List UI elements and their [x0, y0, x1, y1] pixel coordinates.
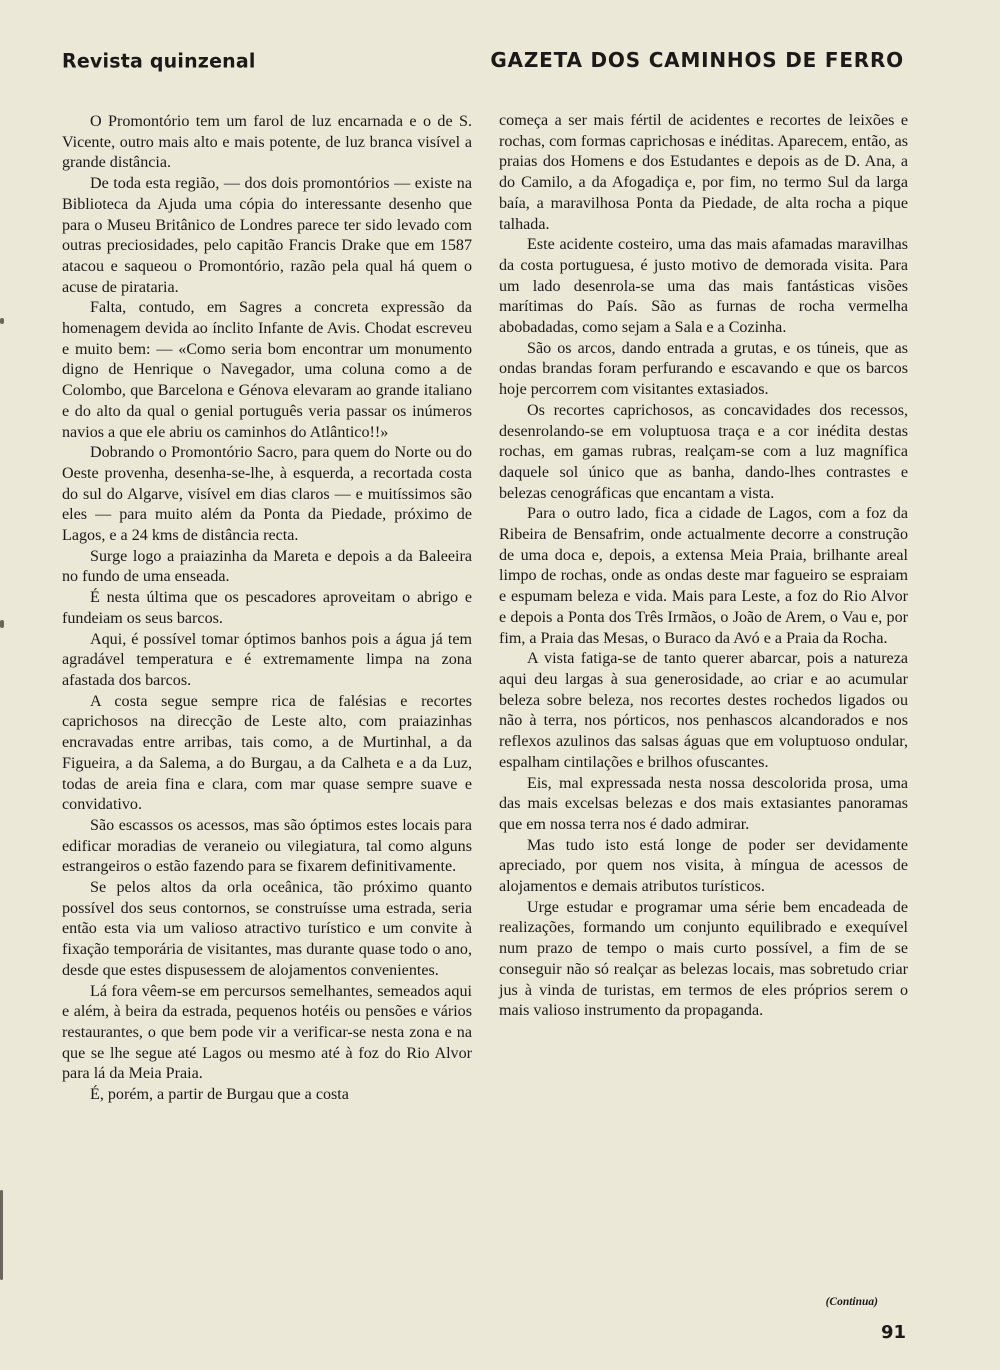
paragraph: Aqui, é possível tomar óptimos banhos pois a água já tem agradável temperatura e é extremamente limpa na zona afastada dos barcos.: [62, 630, 472, 689]
binding-mark: [0, 620, 4, 628]
paragraph: Eis, mal expressada nesta nossa descolorida prosa, uma das mais excelsas belezas e dos mais extasiantes panoramas que em nossa terra nos é dado admirar.: [499, 774, 908, 833]
paragraph: De toda esta região, — dos dois promontórios — existe na Biblioteca da Ajuda uma cópia do interessante desenho que para o Museu Britânico de Londres parece ter sido levado com outras preciosidades, pelo capitão Francis Drake que em 1587 atacou e saqueou o Promontório, razão pela qual há quem o acuse de pirataria.: [62, 175, 472, 296]
paragraph: Os recortes caprichosos, as concavidades dos recessos, desenrolando-se em voluptuosa traça e a cor inédita destas rochas, em gamas rubras, realçam-se com a luz magnífica daquele sol único que as banha, dando-lhes contrastes e belezas cenográficas que encantam a vista.: [499, 401, 908, 502]
paragraph: A vista fatiga-se de tanto querer abarcar, pois a natureza aqui deu largas à sua generosidade, ao criar e ao acumular beleza sobre beleza, nos recortes destes rochedos ligados ou não à terra, nos pórticos, nos penhascos alcandorados e nos reflexos azulinos das salsas águas que em voluptuoso ondular, espalham cintilações e brilhos ofuscantes.: [499, 650, 908, 771]
paragraph: Falta, contudo, em Sagres a concreta expressão da homenagem devida ao ínclito Infante de Avis. Chodat escreveu e muito bem: — «Como seria bom encontrar um monumento digno de Henrique o Navegador, uma coluna como a de Colombo, que Barcelona e Génova elevaram ao grande italiano e do alto da qual o genial português veria passar os inúmeros navios a que ele abriu os caminhos do Atlântico!!»: [62, 299, 472, 441]
continued-note: (Continua): [825, 1296, 878, 1308]
paragraph: O Promontório tem um farol de luz encarnada e o de S. Vicente, outro mais alto e mais potente, de luz branca visível a grande distância.: [62, 113, 472, 172]
paragraph: Mas tudo isto está longe de poder ser devidamente apreciado, por quem nos visita, à míngua de acessos de alojamentos e demais atributos turísticos.: [499, 836, 908, 896]
paragraph-continuation: começa a ser mais fértil de acidentes e recortes de leixões e rochas, com formas caprichosas e inéditas. Aparecem, então, as praias dos Homens e dos Estudantes e depois as de D. Ana, a do Camilo, a da Afogadiça e, por fim, no termo Sul da larga baía, a maravilhosa Ponta da Piedade, de alta rocha a pique talhada.: [499, 112, 908, 233]
paragraph: A costa segue sempre rica de falésias e recortes caprichosos na direcção de Leste alto, com praiazinhas encravadas entre arribas, tais como, a de Murtinhal, a da Figueira, a da Salema, a do Burgau, a da Calheta e a da Luz, todas de areia fina e clara, com mar quase sempre suave e convidativo.: [62, 692, 472, 814]
running-header-left: Revista quinzenal: [62, 49, 256, 73]
paragraph: São escassos os acessos, mas são óptimos estes locais para edificar moradias de veraneio ou vilegiatura, tal como alguns estrangeiros o estão fazendo para se fixarem definitivamente.: [62, 816, 472, 876]
paragraph: Este acidente costeiro, uma das mais afamadas maravilhas da costa portuguesa, é justo motivo de demorada visita. Para um lado desenrola-se uma das mais fantásticas visões marítimas do País. São as furnas de rocha vermelha abobadadas, como sejam a Sala e a Cozinha.: [499, 236, 908, 337]
left-column: [62, 112, 472, 1106]
page-number: 91: [880, 1322, 906, 1343]
paragraph: Urge estudar e programar uma série bem encadeada de realizações, formando um conjunto equilibrado e exequível num prazo de tempo o mais curto possível, a fim de se conseguir não só realçar as belezas locais, mas sobretudo criar jus à vinda de turistas, em termos de eles próprios serem o mais valioso instrumento da propaganda.: [499, 898, 908, 1020]
binding-mark: [0, 1190, 3, 1280]
paragraph: Surge logo a praiazinha da Mareta e depois a da Baleeira no fundo de uma enseada.: [62, 547, 472, 586]
paragraph: É nesta última que os pescadores aproveitam o abrigo e fundeiam os seus barcos.: [62, 589, 472, 627]
paragraph: Lá fora vêem-se em percursos semelhantes, semeados aqui e além, à beira da estrada, pequenos hotéis ou pensões e vários restaurantes, o que bem pode vir a verificar-se nesta zona e na que se lhe segue até Lagos ou mesmo até à foz do Rio Alvor para lá da Meia Praia.: [62, 982, 472, 1083]
running-header-right: GAZETA DOS CAMINHOS DE FERRO: [490, 48, 904, 72]
paragraph: Se pelos altos da orla oceânica, tão próximo quanto possível dos seus contornos, se construísse uma estrada, seria então esta via um valioso atractivo turístico e um convite à fixação temporária de visitantes, mas durante quase todo o ano, desde que estes dispusessem de alojamentos convenientes.: [62, 879, 472, 979]
paragraph: É, porém, a partir de Burgau que a costa: [90, 1086, 349, 1104]
right-column: [499, 111, 908, 1022]
paragraph: Dobrando o Promontório Sacro, para quem do Norte ou do Oeste provenha, desenha-se-lhe, à esquerda, a recortada costa do sul do Algarve, visível em dias claros — e muitíssimos são eles — para muito além da Ponta da Piedade, próximo de Lagos, e a 24 kms de distância recta.: [62, 444, 472, 545]
binding-mark: [0, 318, 4, 324]
paragraph: Para o outro lado, fica a cidade de Lagos, com a foz da Ribeira de Bensafrim, onde actualmente decorre a construção de uma doca e, depois, a extensa Meia Praia, brilhante areal limpo de rochas, onde as ondas deste mar fagueiro se espraiam e espumam beleza e vida. Mais para Leste, a foz do Rio Alvor e depois a Ponta dos Três Irmãos, o João de Arem, o Vau e, por fim, a Praia das Mesas, o Buraco da Avó e a Praia da Rocha.: [499, 505, 908, 647]
paragraph: São os arcos, dando entrada a grutas, e os túneis, que as ondas brandas foram perfurando e escavando e que os barcos hoje percorrem com visitantes extasiados.: [499, 339, 908, 399]
